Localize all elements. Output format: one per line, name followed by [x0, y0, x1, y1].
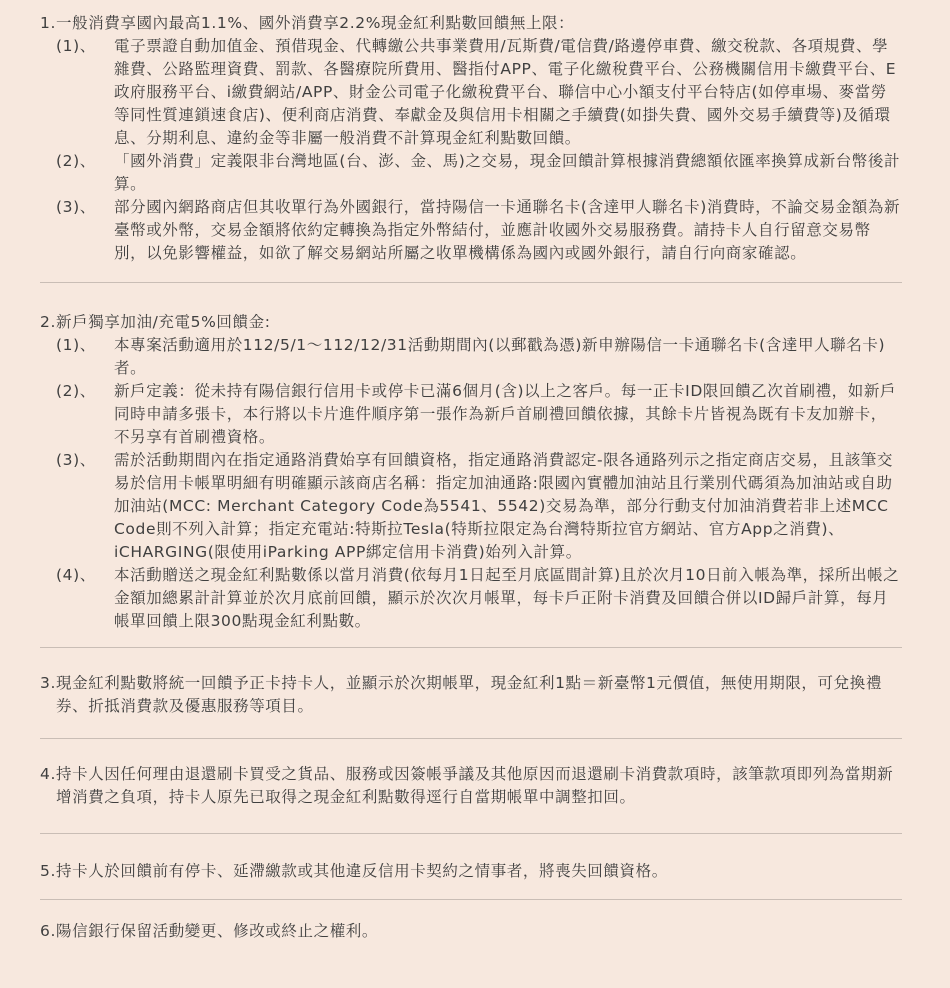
section-6 — [40, 920, 902, 943]
list-item — [56, 334, 902, 380]
item-text: 「國外消費」定義限非台灣地區(台、澎、金、馬)之交易，現金回饋計算根據消費總額依匯率換算成新台幣後計算。 — [114, 152, 901, 193]
item-number: (2)、 — [56, 152, 96, 170]
section-title: 4.持卡人因任何理由退還刷卡買受之貨品、服務或因簽帳爭議及其他原因而退還刷卡消費款項時，該筆款項即列為當期新增消費之負項，持卡人原先已取得之現金紅利點數得逕行自當期帳單中調整扣回。 — [40, 765, 894, 806]
section-title: 5.持卡人於回饋前有停卡、延滯繳款或其他違反信用卡契約之情事者，將喪失回饋資格。 — [40, 862, 668, 880]
item-number: (2)、 — [56, 382, 96, 400]
section-4 — [40, 763, 902, 809]
section-title: 2.新戶獨享加油/充電5%回饋金: — [40, 313, 271, 331]
item-text: 電子票證自動加值金、預借現金、代轉繳公共事業費用/瓦斯費/電信費/路邊停車費、繳交稅款、各項規費、學雜費、公路監理資費、罰款、各醫療院所費用、醫指付APP、電子化繳稅費平台、公務機關信用卡繳費平台、E政府服務平台、i繳費網站/APP、財金公司電子化繳稅費平台、聯信中心小額支付平台特店(如停車場、麥當勞等同性質連鎖速食店)、便利商店消費、奉獻金及與信用卡相關之手續費(如掛失費、國外交易手續費等)及循環息、分期利息、違約金等非屬一般消費不計算現金紅利點數回饋。 — [114, 37, 897, 147]
section-title: 3.現金紅利點數將統一回饋予正卡持卡人，並顯示於次期帳單，現金紅利1點＝新臺幣1元價值，無使用期限，可兌換禮券、折抵消費款及優惠服務等項目。 — [40, 674, 882, 715]
item-number: (4)、 — [56, 566, 96, 584]
section-title: 6.陽信銀行保留活動變更、修改或終止之權利。 — [40, 922, 378, 940]
list-item — [56, 196, 902, 265]
item-number: (3)、 — [56, 198, 96, 216]
list-item — [56, 380, 902, 449]
section-divider — [40, 738, 902, 739]
section-2 — [40, 311, 902, 633]
item-number: (1)、 — [56, 37, 96, 55]
list-item — [56, 449, 902, 564]
item-number: (1)、 — [56, 336, 96, 354]
section-title: 1.一般消費享國內最高1.1%、國外消費享2.2%現金紅利點數回饋無上限： — [40, 14, 575, 32]
item-text: 本專案活動適用於112/5/1～112/12/31活動期間內(以郵戳為憑)新申辦陽信一卡通聯名卡(含達甲人聯名卡)者。 — [114, 336, 886, 377]
item-text: 部分國內網路商店但其收單行為外國銀行，當持陽信一卡通聯名卡(含達甲人聯名卡)消費時，不論交易金額為新臺幣或外幣，交易金額將依約定轉換為指定外幣結付，並應計收國外交易服務費。請持卡人自行留意交易幣別，以免影響權益，如欲了解交易網站所屬之收單機構係為國內或國外銀行，請自行向商家確認。 — [114, 198, 901, 262]
section-divider — [40, 282, 902, 283]
list-item — [56, 150, 902, 196]
item-number: (3)、 — [56, 451, 96, 469]
section-divider — [40, 833, 902, 834]
item-text: 新戶定義：從未持有陽信銀行信用卡或停卡已滿6個月(含)以上之客戶。每一正卡ID限回饋乙次首刷禮，如新戶同時申請多張卡，本行將以卡片進件順序第一張作為新戶首刷禮回饋依據，其餘卡片皆視為既有卡友加辦卡，不另享有首刷禮資格。 — [114, 382, 897, 446]
section-divider — [40, 647, 902, 648]
item-text: 本活動贈送之現金紅利點數係以當月消費(依每月1日起至月底區間計算)且於次月10日前入帳為準，採所出帳之金額加總累計計算並於次月底前回饋，顯示於次次月帳單，每卡戶正附卡消費及回饋合併以ID歸戶計算，每月帳單回饋上限300點現金紅利點數。 — [114, 566, 900, 630]
section-3 — [40, 672, 902, 718]
section-5 — [40, 860, 902, 883]
section-1 — [40, 12, 902, 265]
section-divider — [40, 899, 902, 900]
item-text: 需於活動期間內在指定通路消費始享有回饋資格，指定通路消費認定-限各通路列示之指定商店交易，且該筆交易於信用卡帳單明細有明確顯示該商店名稱：指定加油通路:限國內實體加油站且行業別代碼須為加油站或自助加油站(MCC: Merchant Category Code為5541、5542)交易為準，部分行動支付加油消費若非上述MCC Code則不列入計算；指定充電站:特斯拉Tesla(特斯拉限定為台灣特斯拉官方網站、官方App之消費)、iCHARGING(限使用iParking APP綁定信用卡消費)始列入計算。 — [114, 451, 893, 561]
list-item — [56, 564, 902, 633]
list-item — [56, 35, 902, 150]
